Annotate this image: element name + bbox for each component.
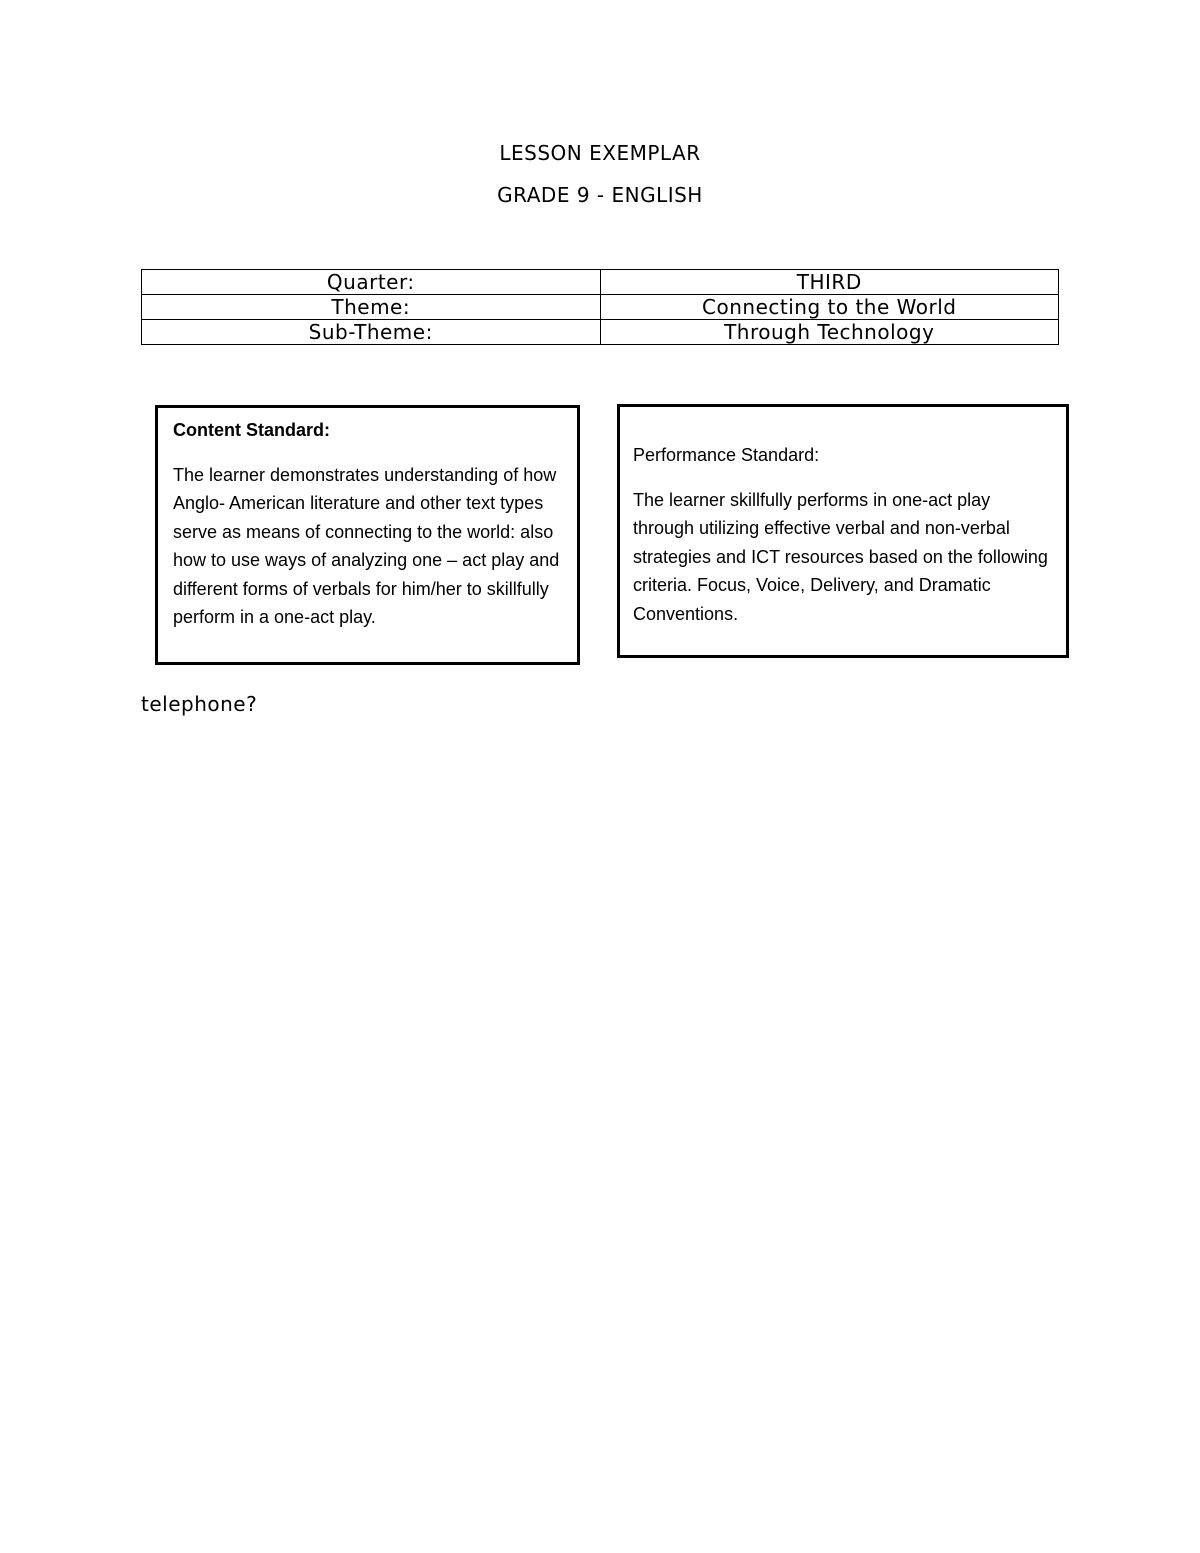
sub-theme-value: Through Technology xyxy=(600,320,1059,345)
document-subtitle: GRADE 9 - ENGLISH xyxy=(497,183,703,207)
theme-value: Connecting to the World xyxy=(600,295,1059,320)
quarter-label: Quarter: xyxy=(142,270,601,295)
content-standard-heading: Content Standard: xyxy=(173,420,330,440)
table-row xyxy=(142,320,1059,345)
performance-standard-box xyxy=(617,404,1069,658)
content-standard-text: The learner demonstrates understanding of how Anglo- American literature and other text types serve as means of connecting to the world: also how to use ways of analyzing one – act play and different forms of verbals for him/her to skillfully perform in a one-act play. xyxy=(173,464,560,627)
performance-standard-text: The learner skillfully performs in one-act play through utilizing effective verbal and non-verbal strategies and ICT resources based on the following criteria. Focus, Voice, Delivery, and Dramatic Conventions. xyxy=(633,489,1048,624)
content-standard-box xyxy=(155,405,580,665)
theme-label: Theme: xyxy=(142,295,601,320)
table-row xyxy=(142,270,1059,295)
lesson-info-table xyxy=(141,269,1059,345)
quarter-value: THIRD xyxy=(600,270,1059,295)
performance-standard-heading: Performance Standard: xyxy=(633,445,820,465)
trailing-text: telephone? xyxy=(141,692,258,716)
sub-theme-label: Sub-Theme: xyxy=(142,320,601,345)
document-title: LESSON EXEMPLAR xyxy=(499,141,701,165)
table-row xyxy=(142,295,1059,320)
